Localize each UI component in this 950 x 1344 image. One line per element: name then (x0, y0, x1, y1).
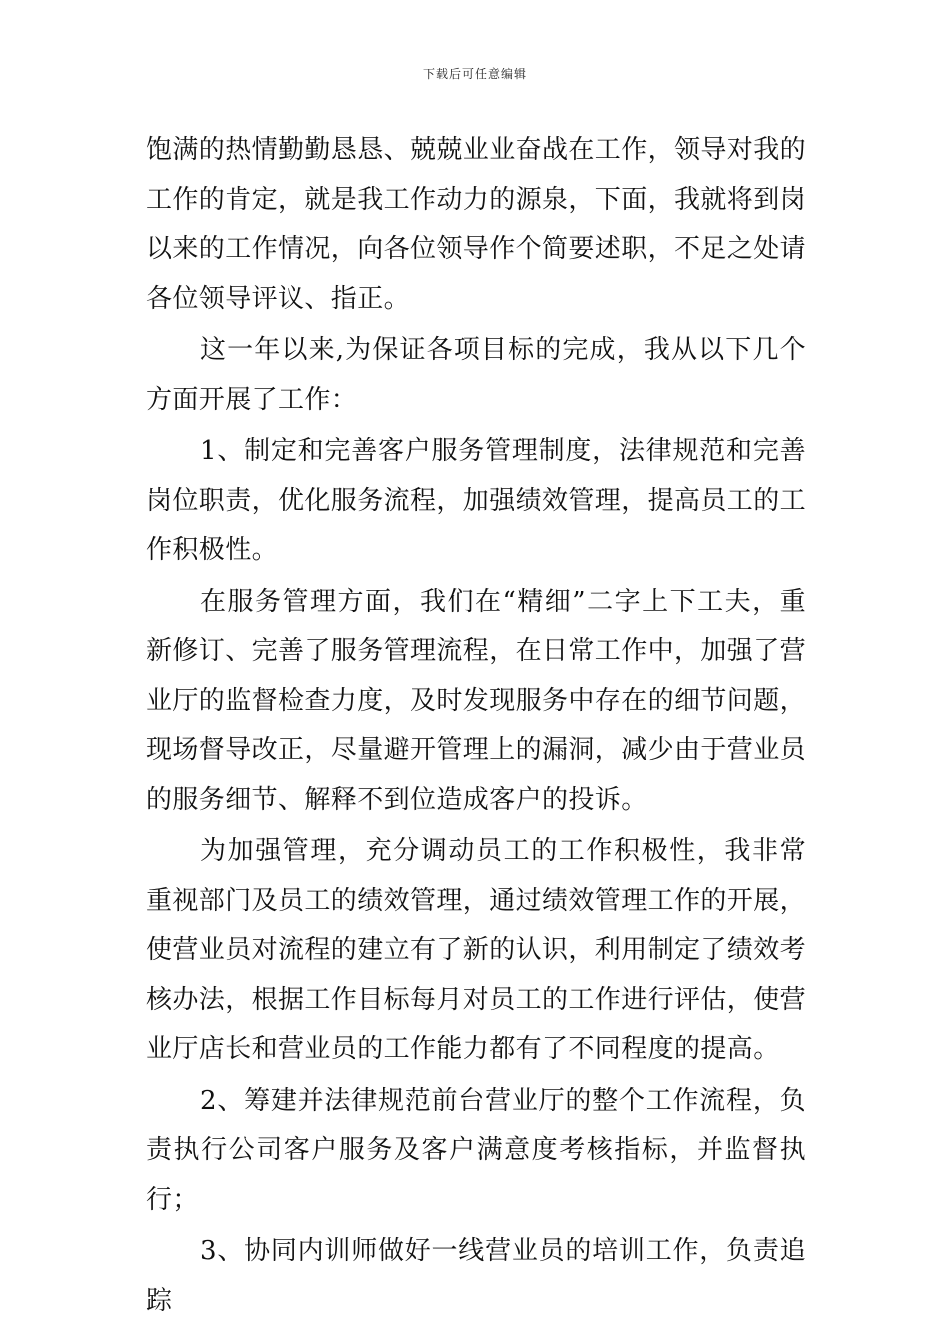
document-body (146, 126, 806, 1328)
paragraph-3: 1、制定和完善客户服务管理制度，法律规范和完善岗位职责，优化服务流程，加强绩效管理，提高员工的工作积极性。 (146, 436, 807, 565)
paragraph-6: 2、筹建并法律规范前台营业厅的整个工作流程，负责执行公司客户服务及客户满意度考核指标，并监督执行； (146, 1085, 806, 1215)
paragraph-4: 在服务管理方面，我们在“精细”二字上下工夫，重新修订、完善了服务管理流程，在日常工作中，加强了营业厅的监督检查力度，及时发现服务中存在的细节问题，现场督导改正，尽量避开管理上的漏洞，减少由于营业员的服务细节、解释不到位造成客户的投诉。 (146, 586, 807, 815)
paragraph-1: 饱满的热情勤勤恳恳、兢兢业业奋战在工作，领导对我的工作的肯定，就是我工作动力的源泉，下面，我就将到岗以来的工作情况，向各位领导作个简要述职，不足之处请各位领导评议、指正。 (146, 135, 807, 314)
paragraph-2: 这一年以来,为保证各项目标的完成，我从以下几个方面开展了工作： (146, 335, 806, 415)
page-header-note: 下载后可任意编辑 (422, 67, 527, 81)
paragraph-5: 为加强管理，充分调动员工的工作积极性，我非常重视部门及员工的绩效管理，通过绩效管理工作的开展，使营业员对流程的建立有了新的认识，利用制定了绩效考核办法，根据工作目标每月对员工的工作进行评估，使营业厅店长和营业员的工作能力都有了不同程度的提高。 (146, 836, 807, 1064)
paragraph-7: 3、协同内训师做好一线营业员的培训工作，负责追踪 (146, 1236, 806, 1316)
